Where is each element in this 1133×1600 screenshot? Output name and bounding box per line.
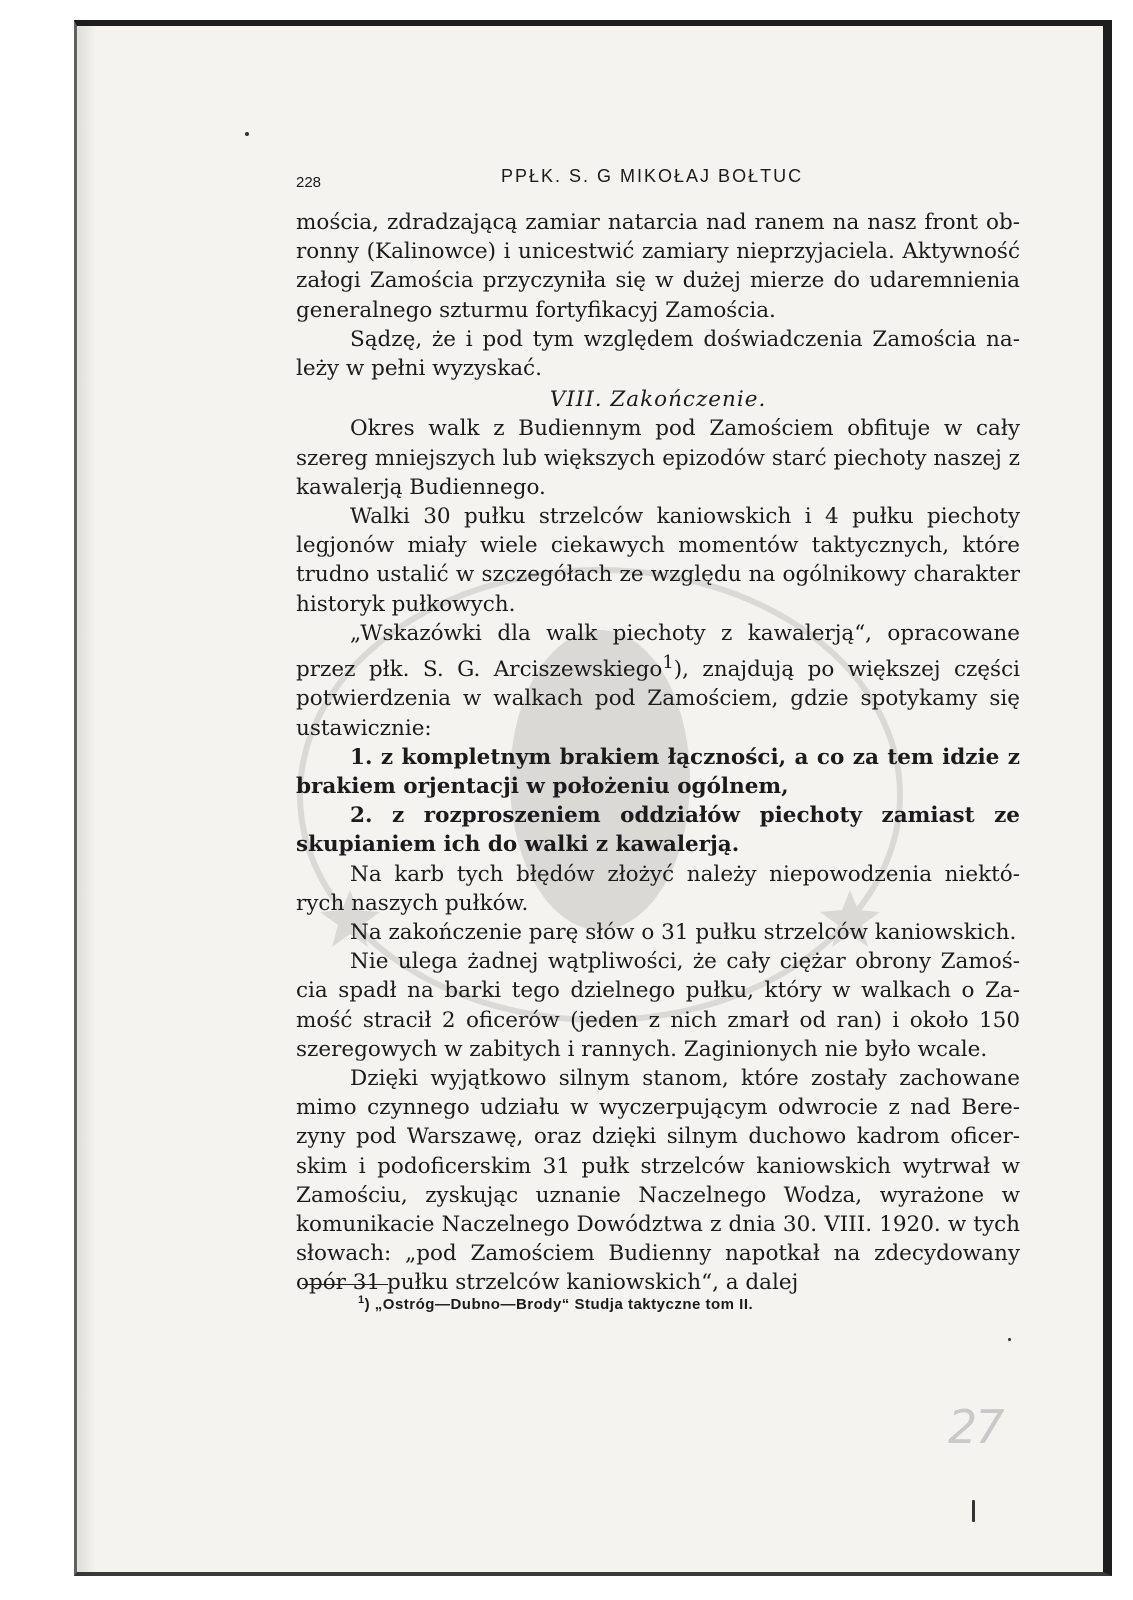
footnote-rule [302,1284,388,1285]
paragraph: Na zakończenie parę słów o 31 pułku strzelców kaniowskich. [350,920,1017,946]
print-speck [972,1500,975,1522]
running-header [296,166,1020,196]
running-title: PPŁK. S. G MIKOŁAJ BOŁTUC [501,166,804,186]
paragraph [296,619,1020,743]
paragraph: mościa, zdradzającą zamiar natarcia nad ranem na nasz front obronny (Kalinowce) i unicestwić zamiary nieprzyjaciela. Aktywność załogi Zamościa przyczyniła się w dużej mierze do udaremnienia generalnego szturmu fortyfikacyj Zamościa. [296,210,1020,323]
page-edge-shadow [74,20,96,1576]
paragraph: Na karb tych błędów złożyć należy niepowodzenia niektórych naszych pułków. [296,861,1020,916]
paragraph: Okres walk z Budiennym pod Zamościem obfituje w cały szereg mniejszych lub większych epizodów starć piechoty naszej z kawalerją Budiennego. [296,416,1020,500]
footnote-marker: 1 [358,1294,365,1306]
footnote-reference: 1 [662,652,674,674]
paragraph: Dzięki wyjątkowo silnym stanom, które zostały zachowane mimo czynnego udziału w wyczerpującym odwrocie z nad Berezyny pod Warszawę, oraz dzięki silnym duchowo kadrom oficerskim i podoficerskim 31 pułk strzelców kaniowskich wytrwał w Zamościu, zyskując uznanie Naczelnego Wodza, wyrażone w komunikacie Naczelnego Dowództwa z dnia 30. VIII. 1920. w tych słowach: „pod Zamościem Budienny napotkał na zdecydowany opór 31 pułku strzelców kaniowskich“, a dalej [296,1066,1020,1296]
footnote: $^1$) „Ostróg—Dubno—Brody“ Studja taktyczne tom II. [358,1294,754,1313]
paragraph-text: „Wskazówki dla walk piechoty z kawalerją“, opracowane przez płk. S. G. Arciszewskiego [296,620,1020,683]
list-item: 2. z rozproszeniem oddziałów piechoty zamiast ze skupianiem ich do walki z kawalerją. [296,803,1020,858]
print-speck [1008,1338,1011,1341]
list-item: 1. z kompletnym brakiem łączności, a co za tem idzie z brakiem orjentacji w położeniu ogólnem, [296,744,1020,800]
paragraph: Nie ulega żadnej wątpliwości, że cały ciężar obrony Zamościa spadł na barki tego dzielnego pułku, który w walkach o Zamość stracił 2 oficerów (jeden z nich zmarł od ran) i około 150 szeregowych w zabitych i rannych. Zaginionych nie było wcale. [296,949,1020,1062]
section-heading: VIII. Zakończenie. [549,387,767,413]
body-text [296,208,1020,1298]
paragraph-text: ), znajdują po większej części potwierdzenia w walkach pod Zamościem, gdzie spotykamy się ustawicznie: [296,657,1020,741]
paragraph: Sądzę, że i pod tym względem doświadczenia Zamościa należy w pełni wyzyskać. [296,326,1020,382]
page-number: 228 [296,174,322,191]
paragraph: Walki 30 pułku strzelców kaniowskich i 4 pułku piechoty legjonów miały wiele ciekawych momentów taktycznych, które trudno ustalić w szczegółach ze względu na ogólnikowy charakter historyk pułkowych. [296,504,1020,617]
print-speck [245,132,249,136]
handwritten-page-note: 27 [948,1400,1003,1454]
footnote-text: „Ostróg—Dubno—Brody“ Studja taktyczne tom II. [374,1296,754,1313]
